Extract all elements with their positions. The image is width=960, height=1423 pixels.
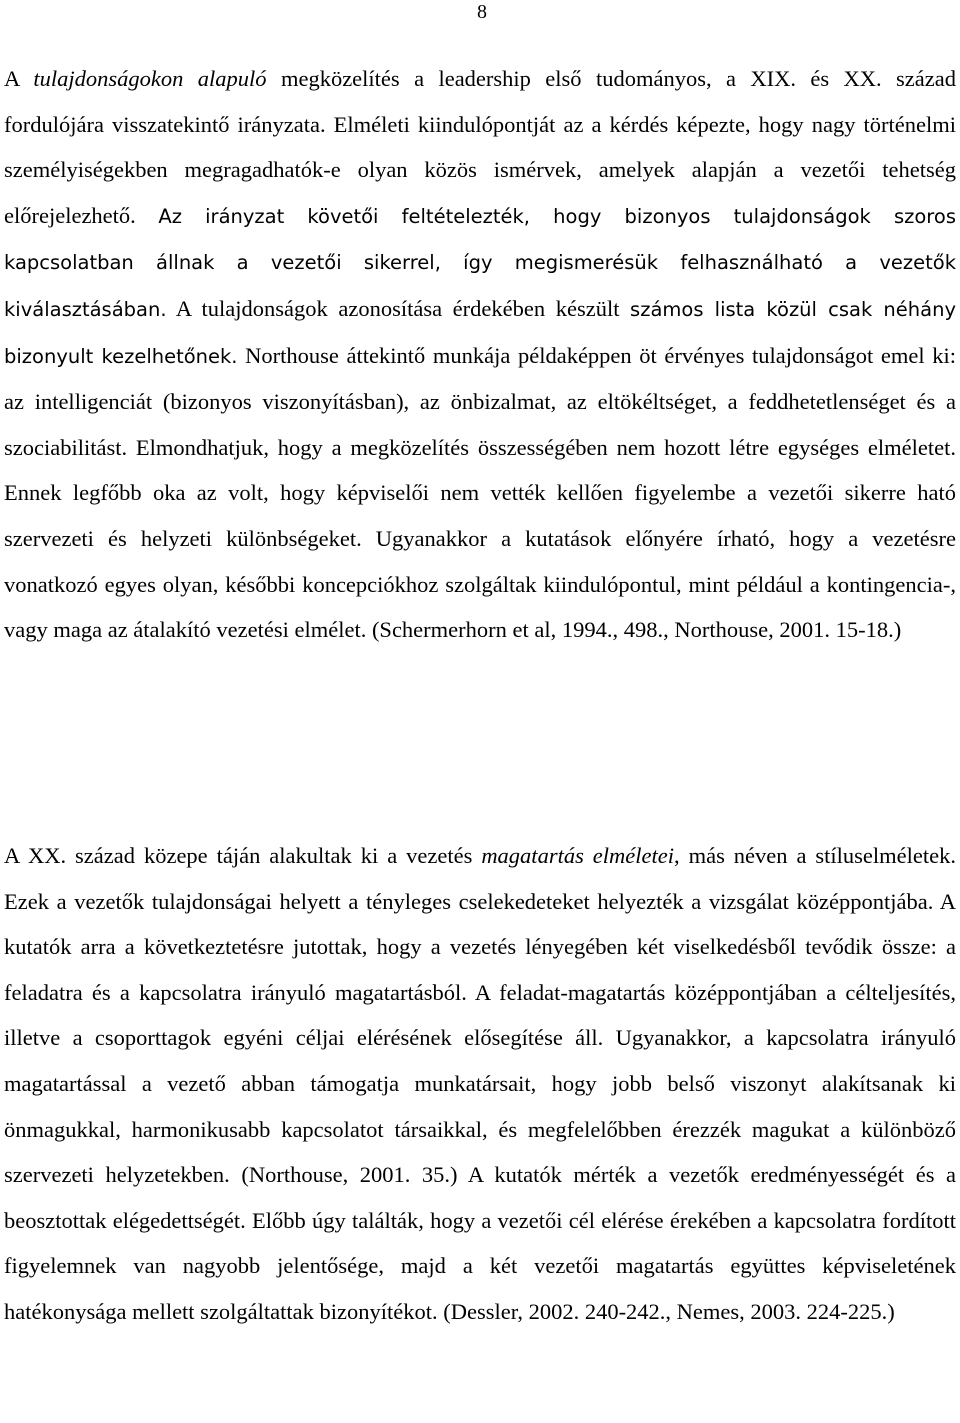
text-segment: Az irányzat követői feltételezték, hogy bizonyos tulajdonságok szoros kapcsolatban állnak a vezetői sikerrel, így megismerésük felhasználható a vezetők kiválasztásában. <box>4 204 956 321</box>
page-number-text: 8 <box>477 1 487 23</box>
page-number <box>0 2 960 22</box>
paragraph-behavioral-theories <box>4 833 956 1335</box>
text-segment: , más néven a stíluselméletek. Ezek a vezetők tulajdonságai helyett a tényleges cselekedeteket helyezték a vizsgálat középpontjába. A kutatók arra a következtetésre jutottak, hogy a vezetés lényegében két viselkedésből tevődik össze: a feladatra és a kapcsolatra irányuló magatartásból. A feladat-magatartás középpontjában a célteljesítés, illetve a csoporttagok egyéni céljai elérésének elősegítése áll. Ugyanakkor, a kapcsolatra irányuló magatartással a vezető abban támogatja munkatársait, hogy jobb belső viszonyt alakítsanak ki önmagukkal, harmonikusabb kapcsolatot társaikkal, és megfelelőbben érezzék magukat a különböző szervezeti helyzetekben. (Northouse, 2001. 35.) A kutatók mérték a vezetők eredményességét és a beosztottak elégedettségét. Előbb úgy találták, hogy a vezetői cél elérése érekében a kapcsolatra fordított figyelemnek van nagyobb jelentősége, majd a két vezetői magatartás együttes képviseletének hatékonysága mellett szolgáltattak bizonyítékot. (Dessler, 2002. 240-242., Nemes, 2003. 224-225.) <box>4 843 957 1324</box>
text-segment: számos lista közül csak néhány bizonyult kezelhetőnek. <box>4 297 956 368</box>
text-segment: A <box>4 66 34 91</box>
text-segment: megközelítés a leadership első tudományos, a XIX. és XX. század fordulójára visszatekintő irányzata. Elméleti kiindulópontját az a kérdés képezte, hogy nagy történelmi személyiségekben megragadhatók-e olyan közös ismérvek, amelyek alapján a vezetői tehetség előrejelezhető. <box>4 66 956 228</box>
text-segment: Northouse áttekintő munkája példaképpen öt érvényes tulajdonságot emel ki: az intelligenciát (bizonyos viszonyításban), az önbizalmat, az eltökéltséget, a feddhetetlenséget és a szociabilitást. Elmondhatjuk, hogy a megközelítés összességében nem hozott létre egységes elméletet. Ennek legfőbb oka az volt, hogy képviselői nem vették kellően figyelembe a vezetői sikerre ható szervezeti és helyzeti különbségeket. Ugyanakkor a kutatások előnyére írható, hogy a vezetésre vonatkozó egyes olyan, későbbi koncepciókhoz szolgáltak kiindulópontul, mint például a kontingencia-, vagy maga az átalakító vezetési elmélet. (Schermerhorn et al, 1994., 498., Northouse, 2001. 15-18.) <box>4 342 956 643</box>
emphasized-term: magatartás elméletei <box>481 843 674 868</box>
paragraph-trait-theories <box>4 56 956 653</box>
emphasized-term: tulajdonságokon alapuló <box>33 66 267 91</box>
text-segment: A tulajdonságok azonosítása érdekében készült <box>166 295 631 321</box>
text-segment: A XX. század közepe táján alakultak ki a vezetés <box>4 843 482 868</box>
